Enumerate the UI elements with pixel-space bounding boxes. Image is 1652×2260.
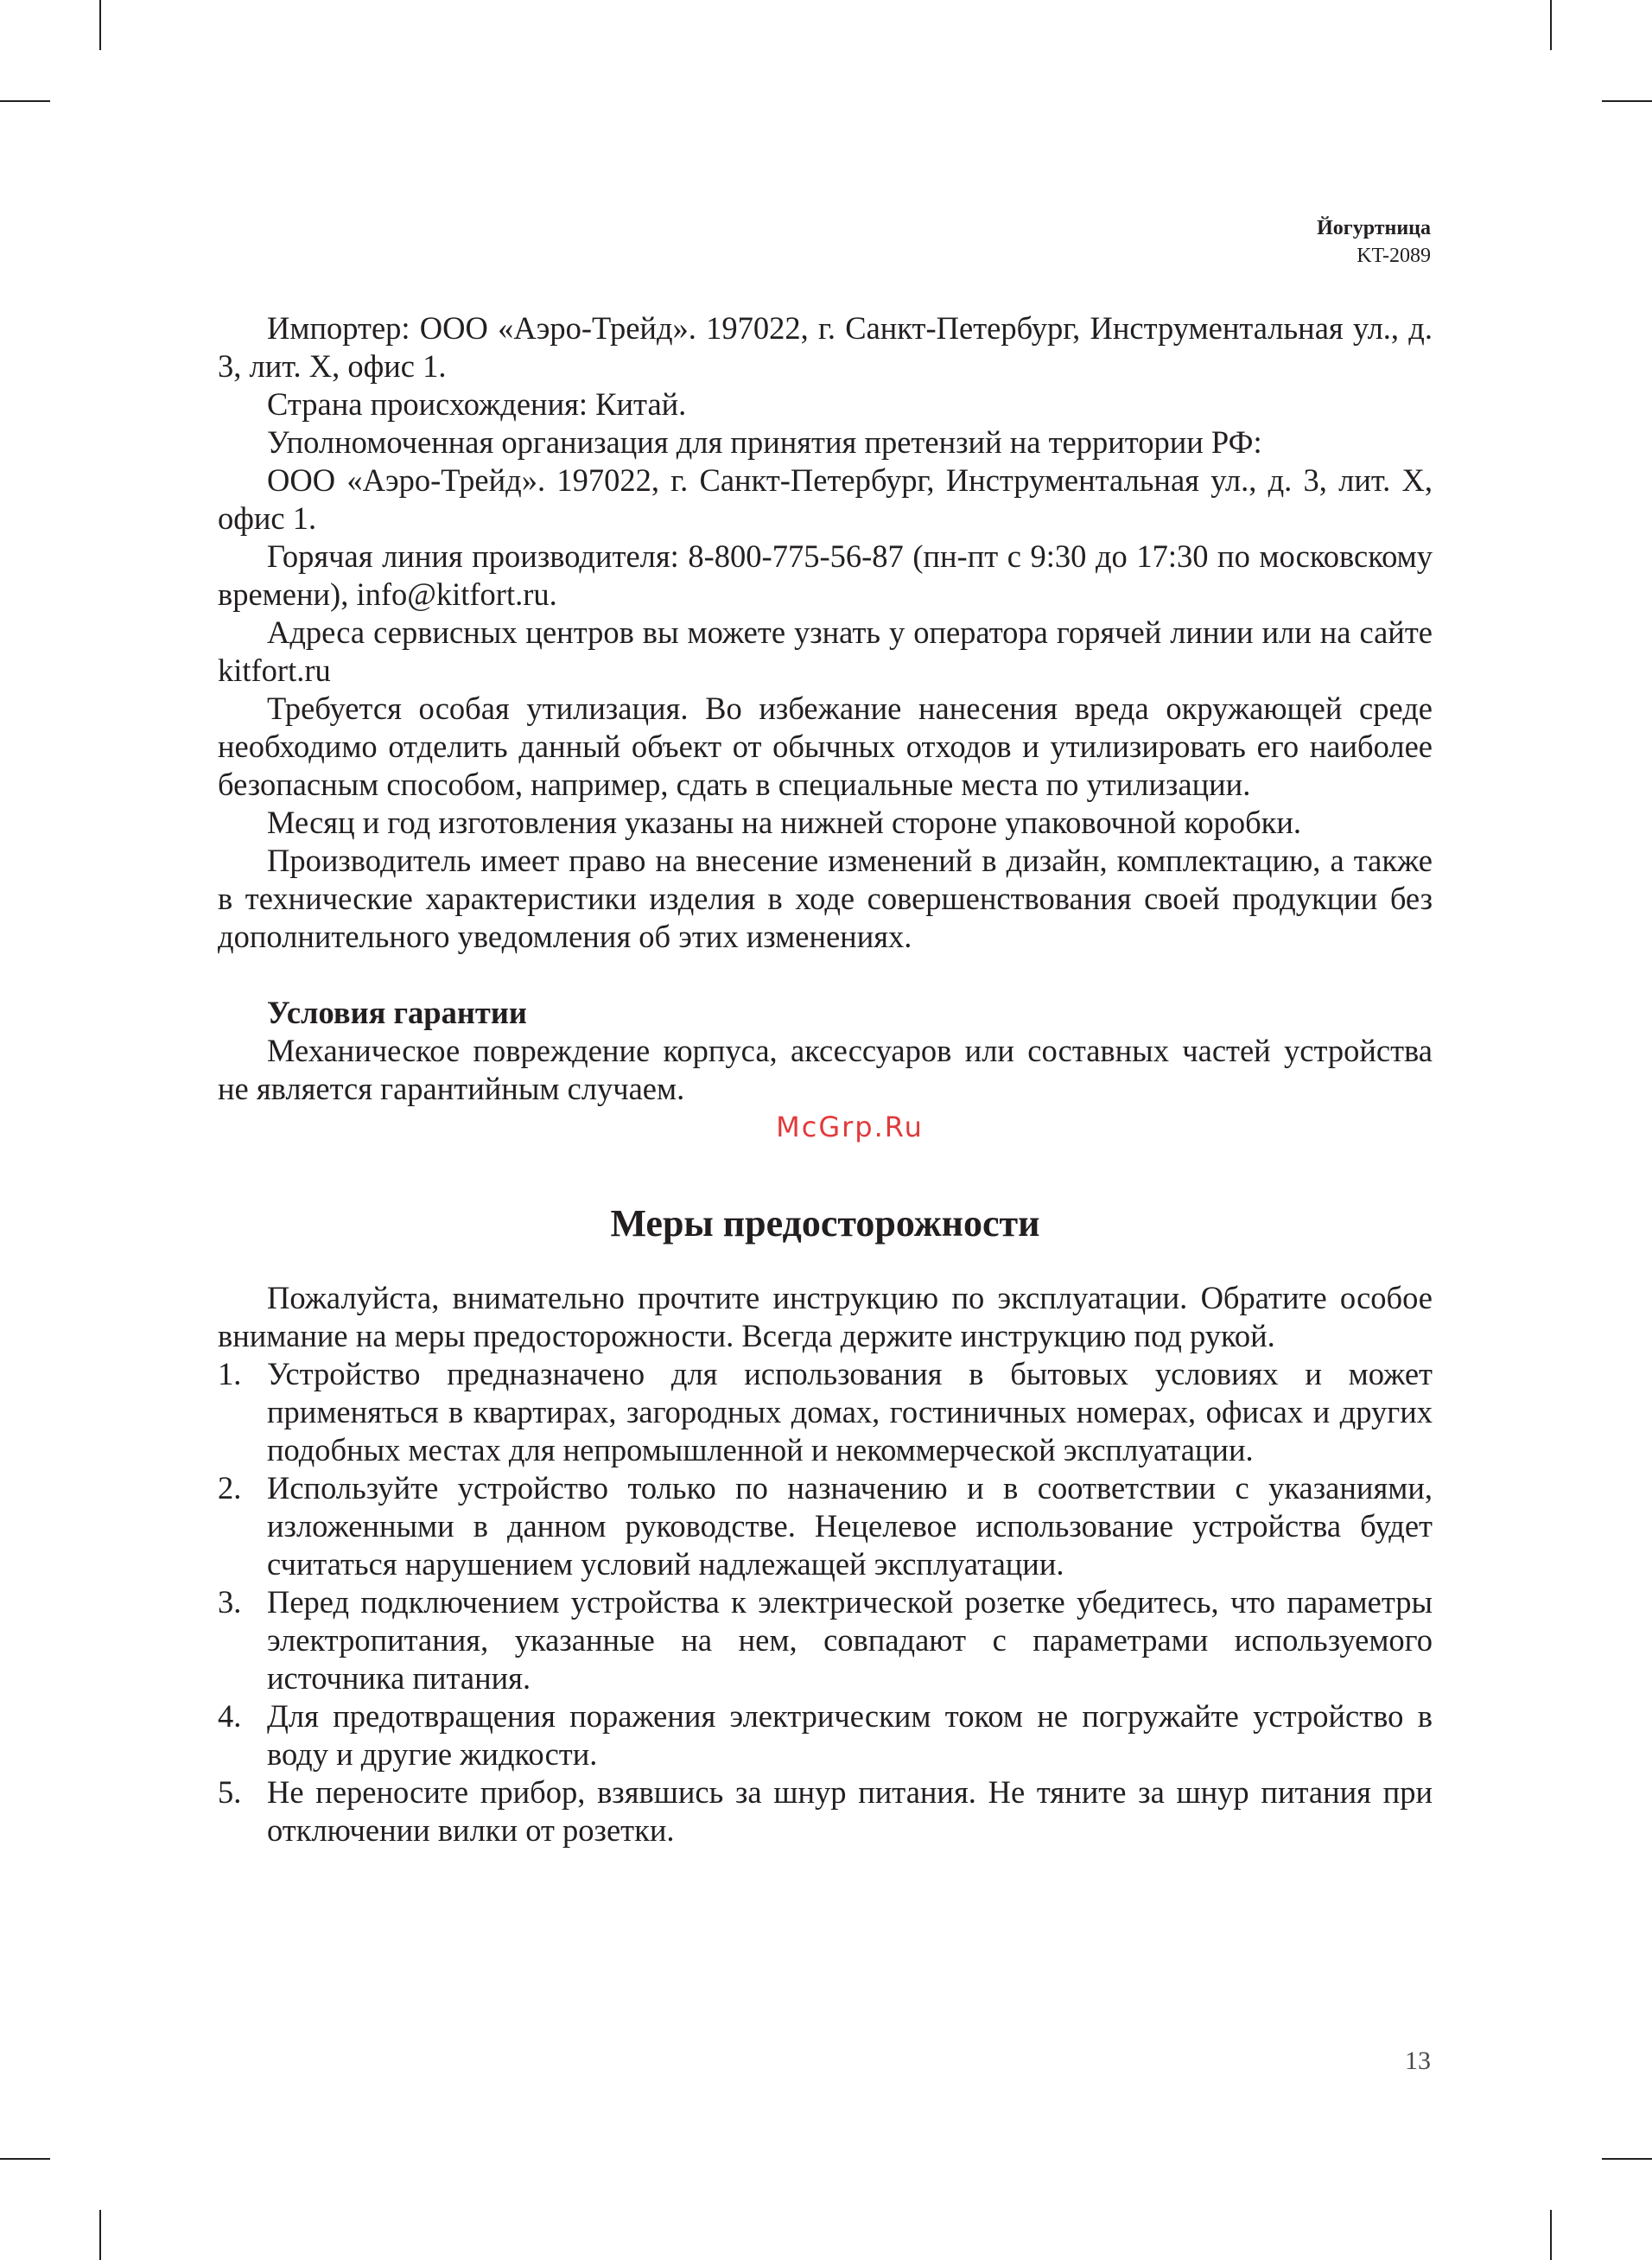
crop-mark bbox=[1550, 0, 1552, 50]
list-item bbox=[218, 1697, 1433, 1773]
product-model: KT-2089 bbox=[1357, 245, 1431, 267]
list-item bbox=[218, 1469, 1433, 1583]
list-item-number: 5. bbox=[218, 1774, 242, 1810]
page-number: 13 bbox=[1405, 2047, 1431, 2075]
crop-mark bbox=[1550, 2210, 1552, 2260]
running-header bbox=[1317, 214, 1431, 270]
crop-mark bbox=[0, 2158, 50, 2160]
hotline-paragraph: Горячая линия производителя: 8-800-775-56-87 (пн-пт с 9:30 до 17:30 по московскому времени), info@kitfort.ru. bbox=[218, 538, 1433, 612]
list-item-number: 3. bbox=[218, 1584, 242, 1620]
list-item-text: Не переносите прибор, взявшись за шнур питания. Не тяните за шнур питания при отключении вилки от розетки. bbox=[267, 1774, 1433, 1848]
warranty-paragraph: Механическое повреждение корпуса, аксессуаров или составных частей устройства не является гарантийным случаем. bbox=[218, 1033, 1433, 1106]
list-item-text: Используйте устройство только по назначению и в соответствии с указаниями, изложенными в данном руководстве. Нецелевое использование устройства будет считаться нарушением условий надлежащей эксплуатации. bbox=[267, 1470, 1433, 1582]
service-centers-paragraph: Адреса сервисных центров вы можете узнать у оператора горячей линии или на сайте kitfort.ru bbox=[218, 614, 1433, 688]
list-item-text: Перед подключением устройства к электрической розетке убедитесь, что параметры электропитания, указанные на нем, совпадают с параметрами используемого источника питания. bbox=[267, 1584, 1433, 1696]
precautions-list bbox=[218, 1355, 1433, 1849]
manufacture-date-paragraph: Месяц и год изготовления указаны на нижней стороне упаковочной коробки. bbox=[267, 805, 1302, 840]
list-item-text: Устройство предназначено для использования в бытовых условиях и может применяться в квартирах, загородных домах, гостиничных номерах, офисах и других подобных местах для непромышленной и некоммерческой эксплуатации. bbox=[267, 1356, 1433, 1467]
crop-mark bbox=[99, 2210, 101, 2260]
product-title: Йогуртница bbox=[1317, 217, 1431, 239]
changes-paragraph: Производитель имеет право на внесение изменений в дизайн, комплектацию, а также в технические характеристики изделия в ходе совершенствования своей продукции без дополнительного уведомления об этих изменениях. bbox=[218, 843, 1433, 954]
section-title: Меры предосторожности bbox=[610, 1202, 1040, 1245]
list-item bbox=[218, 1773, 1433, 1849]
list-item-number: 2. bbox=[218, 1470, 242, 1506]
crop-mark bbox=[99, 0, 101, 50]
list-item bbox=[218, 1355, 1433, 1469]
list-item-text: Для предотвращения поражения электрическим током не погружайте устройство в воду и другие жидкости. bbox=[267, 1698, 1433, 1772]
list-item bbox=[218, 1583, 1433, 1697]
origin-paragraph: Страна происхождения: Китай. bbox=[267, 386, 687, 422]
watermark-text: McGrp.Ru bbox=[776, 1111, 924, 1143]
importer-paragraph: Импортер: ООО «Аэро-Трейд». 197022, г. Санкт-Петербург, Инструментальная ул., д. 3, лит. Х, офис 1. bbox=[218, 310, 1433, 384]
list-item-number: 1. bbox=[218, 1356, 242, 1391]
list-item-number: 4. bbox=[218, 1698, 242, 1734]
disposal-paragraph: Требуется особая утилизация. Во избежание нанесения вреда окружающей среде необходимо отделить данный объект от обычных отходов и утилизировать его наиболее безопасным способом, например, сдать в специальные места по утилизации. bbox=[218, 691, 1433, 802]
crop-mark bbox=[0, 100, 50, 102]
page-body bbox=[218, 309, 1433, 1849]
authorized-org-paragraph: Уполномоченная организация для принятия претензий на территории РФ: bbox=[267, 424, 1262, 460]
crop-mark bbox=[1602, 100, 1652, 102]
precautions-intro: Пожалуйста, внимательно прочтите инструкцию по эксплуатации. Обратите особое внимание на меры предосторожности. Всегда держите инструкцию под рукой. bbox=[218, 1280, 1433, 1353]
crop-mark bbox=[1602, 2158, 1652, 2160]
spacer bbox=[218, 956, 1433, 994]
authorized-org-address: ООО «Аэро-Трейд». 197022, г. Санкт-Петербург, Инструментальная ул., д. 3, лит. Х, офис 1. bbox=[218, 462, 1433, 536]
warranty-heading: Условия гарантии bbox=[267, 995, 527, 1030]
